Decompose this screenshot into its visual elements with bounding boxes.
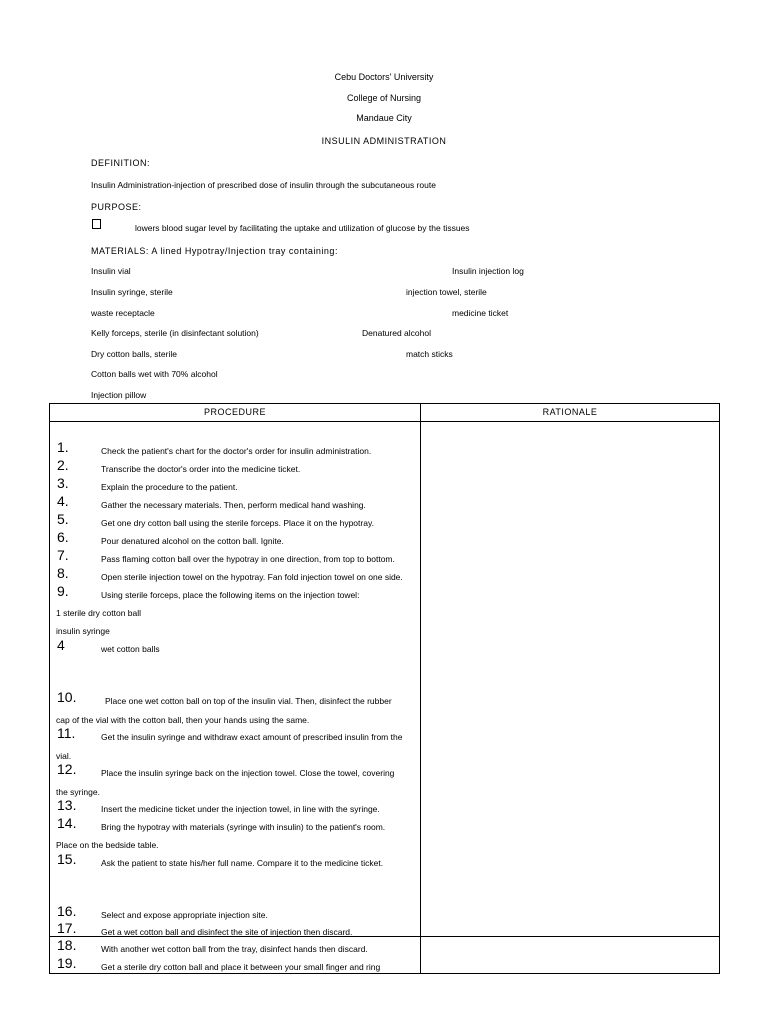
rationale-cell [421, 422, 720, 937]
sub-item-count: 4 [57, 637, 65, 653]
step-text: Insert the medicine ticket under the injection towel, in line with the syringe. [101, 804, 380, 814]
checkbox-icon [92, 219, 101, 229]
step-text: Ask the patient to state his/her full name. Compare it to the medicine ticket. [101, 858, 384, 868]
sub-item: insulin syringe [56, 626, 110, 636]
material-item: Dry cotton balls, sterile [91, 349, 177, 359]
step-text-cont: the syringe. [56, 787, 100, 797]
step-number: 18. [57, 937, 77, 953]
material-item: Injection pillow [91, 390, 147, 400]
step-number: 3. [57, 475, 69, 491]
material-item: Insulin injection log [452, 266, 524, 276]
step-number: 2. [57, 457, 69, 473]
step-number: 17. [57, 920, 77, 936]
document-title: INSULIN ADMINISTRATION [321, 136, 447, 146]
university-name: Cebu Doctors' University [334, 72, 434, 82]
material-item: Kelly forceps, sterile (in disinfectant solution) [91, 328, 259, 338]
procedure-cell [50, 937, 421, 974]
step-number: 1. [57, 439, 69, 455]
step-number: 5. [57, 511, 69, 527]
procedure-table [49, 403, 720, 974]
step-text: Pass flaming cotton ball over the hypotray in one direction, from top to bottom. [101, 554, 395, 564]
step-text: Pour denatured alcohol on the cotton ball. Ignite. [101, 536, 284, 546]
rationale-cell [421, 937, 720, 974]
step-text: Explain the procedure to the patient. [101, 482, 238, 492]
step-number: 9. [57, 583, 69, 599]
purpose-label: PURPOSE: [91, 202, 142, 212]
step-number: 19. [57, 955, 77, 971]
material-item: Denatured alcohol [362, 328, 431, 338]
step-text-cont: Place on the bedside table. [56, 840, 159, 850]
material-item: Insulin syringe, sterile [91, 287, 173, 297]
step-text: Get one dry cotton ball using the sterile forceps. Place it on the hypotray. [101, 518, 374, 528]
step-text: With another wet cotton ball from the tray, disinfect hands then discard. [101, 944, 368, 954]
step-text: Transcribe the doctor's order into the medicine ticket. [101, 464, 301, 474]
materials-label: MATERIALS: A lined Hypotray/Injection tray containing: [91, 246, 338, 256]
rationale-header: RATIONALE [421, 404, 720, 422]
material-item: medicine ticket [452, 308, 509, 318]
step-number: 11. [57, 725, 76, 741]
step-number: 6. [57, 529, 69, 545]
purpose-text: lowers blood sugar level by facilitating the uptake and utilization of glucose by the tissues [135, 223, 470, 233]
step-text: Get a sterile dry cotton ball and place it between your small finger and ring [101, 962, 381, 972]
material-item: match sticks [406, 349, 453, 359]
step-text-cont: vial. [56, 751, 72, 761]
definition-text: Insulin Administration-injection of prescribed dose of insulin through the subcutaneous route [91, 180, 436, 190]
step-text: Place the insulin syringe back on the injection towel. Close the towel, covering [101, 768, 395, 778]
step-text: Get the insulin syringe and withdraw exact amount of prescribed insulin from the [101, 732, 403, 742]
procedure-cell [50, 422, 421, 937]
material-item: Cotton balls wet with 70% alcohol [91, 369, 218, 379]
material-item: waste receptacle [91, 308, 155, 318]
step-text: Place one wet cotton ball on top of the insulin vial. Then, disinfect the rubber [105, 696, 392, 706]
step-number: 7. [57, 547, 69, 563]
step-text: Open sterile injection towel on the hypotray. Fan fold injection towel on one side. [101, 572, 403, 582]
college-name: College of Nursing [346, 93, 422, 103]
step-number: 16. [57, 903, 77, 919]
sub-item: 1 sterile dry cotton ball [56, 608, 142, 618]
material-item: injection towel, sterile [406, 287, 487, 297]
step-text: Using sterile forceps, place the following items on the injection towel: [101, 590, 360, 600]
step-text: Gather the necessary materials. Then, perform medical hand washing. [101, 500, 366, 510]
step-number: 4. [57, 493, 69, 509]
definition-label: DEFINITION: [91, 158, 150, 168]
step-number: 10. [57, 689, 77, 705]
step-number: 8. [57, 565, 69, 581]
step-number: 14. [57, 815, 77, 831]
step-number: 15. [57, 851, 77, 867]
city-name: Mandaue City [356, 113, 412, 123]
step-text-cont: cap of the vial with the cotton ball, then your hands using the same. [56, 715, 310, 725]
procedure-header: PROCEDURE [50, 404, 421, 422]
sub-item: wet cotton balls [101, 644, 160, 654]
material-item: Insulin vial [91, 266, 131, 276]
step-text: Get a wet cotton ball and disinfect the site of injection then discard. [101, 927, 353, 937]
step-text: Select and expose appropriate injection site. [101, 910, 268, 920]
step-text: Check the patient's chart for the doctor's order for insulin administration. [101, 446, 372, 456]
step-number: 13. [57, 797, 77, 813]
step-text: Bring the hypotray with materials (syringe with insulin) to the patient's room. [101, 822, 386, 832]
step-number: 12. [57, 761, 77, 777]
